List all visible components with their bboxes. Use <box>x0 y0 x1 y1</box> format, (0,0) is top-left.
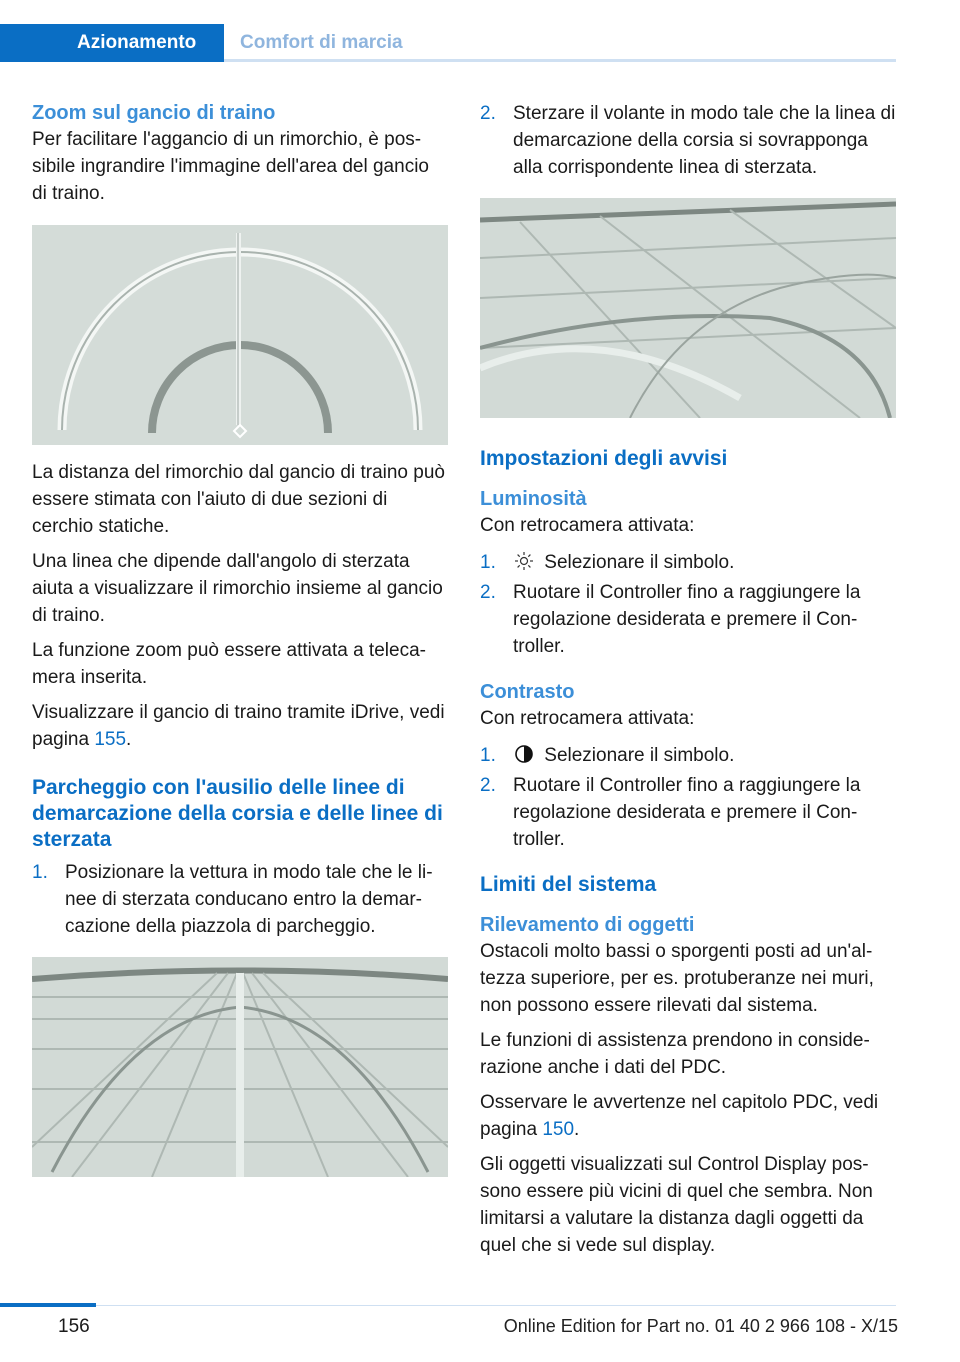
left-column <box>32 100 448 1177</box>
warnings-section-title: Impostazioni degli avvisi <box>480 447 728 470</box>
step-number: 1. <box>480 552 496 573</box>
detection-para-2: Le funzioni di assistenza prendono in considerazione anche i dati del PDC. <box>480 1030 870 1078</box>
detection-para-1: Ostacoli molto bassi o sporgenti posti ad un'altezza superiore, per es. protuberanze nei muri, non possono essere rilevati dal sistema. <box>480 941 874 1016</box>
idrive-text-end: . <box>126 729 132 750</box>
contrast-icon <box>513 744 535 764</box>
detection-title: Rilevamento di oggetti <box>480 914 695 936</box>
page-link-155[interactable]: 155 <box>94 729 127 750</box>
parking-lines-figure <box>32 957 448 1177</box>
pdc-text: Osservare le avvertenze nel capitolo PDC, vedi pagina <box>480 1092 879 1140</box>
page-number: 156 <box>58 1316 90 1337</box>
pdc-text-end: . <box>574 1119 580 1140</box>
hitch-zoom-figure <box>32 225 448 445</box>
step-text: Selezionare il simbolo. <box>544 745 735 766</box>
page-link-150[interactable]: 150 <box>542 1119 575 1140</box>
chapter-tab-bar <box>0 0 960 62</box>
contrast-title: Contrasto <box>480 681 575 703</box>
parking-step-2 <box>480 100 896 181</box>
footer-accent-bar <box>0 1303 96 1307</box>
step-number: 2. <box>480 582 496 603</box>
brightness-title: Luminosità <box>480 488 587 510</box>
limits-section-title: Limiti del sistema <box>480 873 657 896</box>
contrast-intro: Con retrocamera attivata: <box>480 708 695 729</box>
contrast-steps <box>480 742 896 853</box>
paragraph-idrive <box>32 699 448 753</box>
step-number: 2. <box>480 103 496 124</box>
brightness-step-2 <box>480 579 896 660</box>
paragraph-steering-line: Una linea che dipende dall'angolo di sterzata aiuta a visualizzare il rimorchio insieme al gancio di traino. <box>32 551 443 626</box>
step-number: 1. <box>480 745 496 766</box>
zoom-section-title: Zoom sul gancio di traino <box>32 102 276 124</box>
zoom-intro-text: Per facilitare l'aggancio di un rimorchio, è possibile ingrandire l'immagine dell'area del gancio di traino. <box>32 129 429 204</box>
parking-steps-list <box>32 859 448 940</box>
footer-divider <box>96 1305 896 1306</box>
brightness-steps <box>480 549 896 660</box>
step-number: 1. <box>32 862 48 883</box>
paragraph-distance: La distanza del rimorchio dal gancio di traino può essere stimata con l'aiuto di due sezioni di cerchio statiche. <box>32 462 445 537</box>
parking-section-title: Parcheggio con l'ausilio delle linee di demarcazione della corsia e delle linee di sterzata <box>32 776 443 851</box>
step-text: Ruotare il Controller fino a raggiungere la regolazione desiderata e premere il Controller. <box>513 582 861 657</box>
brightness-intro: Con retrocamera attivata: <box>480 515 695 536</box>
detection-para-3 <box>480 1089 896 1143</box>
step-text: Selezionare il simbolo. <box>544 552 735 573</box>
step-text: Sterzare il volante in modo tale che la linea di demarcazione della corsia si sovrapponga alla corrispondente linea di sterzata. <box>513 103 896 178</box>
paragraph-zoom-function: La funzione zoom può essere attivata a telecamera inserita. <box>32 640 426 688</box>
step-number: 2. <box>480 775 496 796</box>
idrive-text: Visualizzare il gancio di traino tramite iDrive, vedi pagina <box>32 702 445 750</box>
right-column <box>480 100 896 1259</box>
parking-steps-list-cont <box>480 100 896 181</box>
contrast-step-1 <box>480 742 896 769</box>
lane-overlap-figure <box>480 198 896 418</box>
brightness-step-1 <box>480 549 896 576</box>
detection-para-4: Gli oggetti visualizzati sul Control Display possono essere più vicini di quel che sembra. Non limitarsi a valutare la distanza dagli oggetti da quel che si vede sul display. <box>480 1154 873 1256</box>
contrast-step-2 <box>480 772 896 853</box>
edition-label: Online Edition for Part no. 01 40 2 966 108 - X/15 <box>503 1316 898 1336</box>
tab-underline <box>224 59 896 62</box>
parking-step-1 <box>32 859 448 940</box>
tab-comfort-di-marcia[interactable]: Comfort di marcia <box>240 32 403 53</box>
tab-azionamento[interactable]: Azionamento <box>0 24 224 62</box>
step-text: Posizionare la vettura in modo tale che le linee di sterzata conducano entro la demarcazione della piazzola di parcheggio. <box>65 862 433 937</box>
step-text: Ruotare il Controller fino a raggiungere la regolazione desiderata e premere il Controller. <box>513 775 861 850</box>
brightness-icon <box>513 551 535 571</box>
